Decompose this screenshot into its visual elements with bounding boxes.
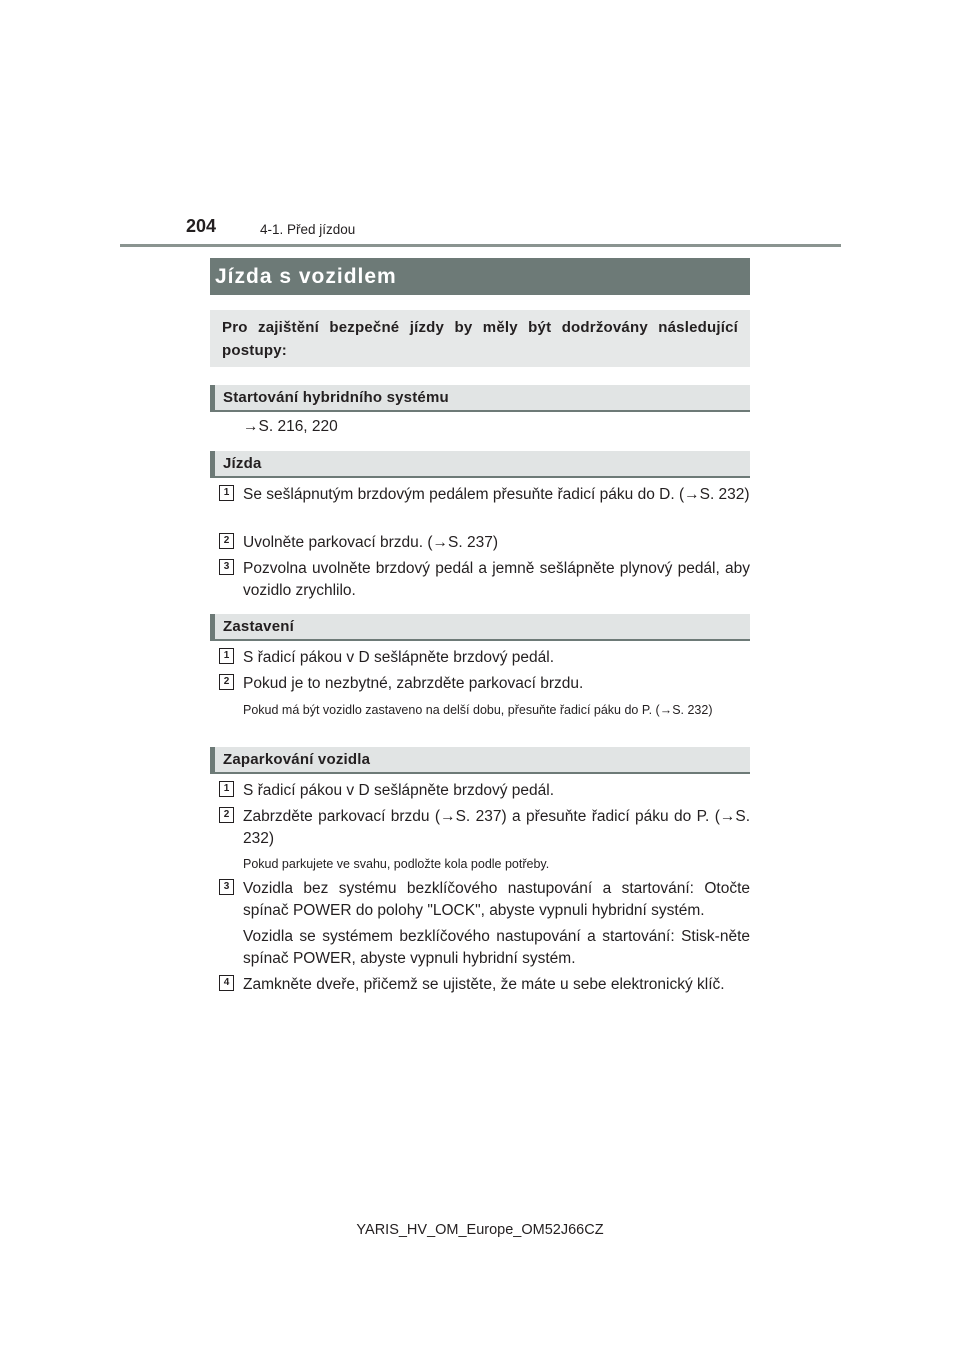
stopping-step-1: S řadicí pákou v D sešlápněte brzdový pedál. [243,649,555,666]
driving-step-2: Uvolněte parkovací brzdu. (→S. 237) [243,534,499,551]
step-number-badge: 3 [219,559,234,575]
parking-step-3: Vozidla bez systému bezklíčového nastupování a startování: Otočte spínač POWER do polohy "LOCK", abyste vypnuli hybridní systém. [243,880,750,919]
step-number-badge: 2 [219,533,234,549]
step-number-badge: 1 [219,648,234,664]
starting-reference: →S. 216, 220 [243,418,338,435]
intro-text: Pro zajištění bezpečné jízdy by měly být dodržovány následující postupy: [210,310,750,367]
parking-step-4: Zamkněte dveře, přičemž se ujistěte, že máte u sebe elektronický klíč. [243,976,725,993]
parking-step-2: Zabrzděte parkovací brzdu (→S. 237) a přesuňte řadicí páku do P. (→S. 232) [243,808,750,847]
driving-step-1: Se sešlápnutým brzdovým pedálem přesuňte řadicí páku do D. (→S. 232) [243,486,750,503]
page-number: 204 [186,216,217,236]
parking-note: Pokud parkujete ve svahu, podložte kola podle potřeby. [243,857,550,871]
header-rule [120,244,841,247]
step-number-badge: 2 [219,807,234,823]
step-number-badge: 1 [219,485,234,501]
page-title: Jízda s vozidlem [210,258,750,295]
stopping-step-2: Pokud je to nezbytné, zabrzděte parkovací brzdu. [243,675,584,692]
heading-starting: Startování hybridního systému [210,385,750,412]
step-number-badge: 1 [219,781,234,797]
parking-step-1: S řadicí pákou v D sešlápněte brzdový pedál. [243,782,555,799]
step-number-badge: 2 [219,674,234,690]
step-number-badge: 4 [219,975,234,991]
step-number-badge: 3 [219,879,234,895]
stopping-note: Pokud má být vozidlo zastaveno na delší dobu, přesuňte řadicí páku do P. (→S. 232) [243,703,713,717]
heading-parking: Zaparkování vozidla [210,747,750,774]
driving-step-3: Pozvolna uvolněte brzdový pedál a jemně sešlápněte plynový pedál, aby vozidlo zrychlilo. [243,560,750,599]
parking-step-3-extra: Vozidla se systémem bezklíčového nastupování a startování: Stisk-něte spínač POWER, abyste vypnuli hybridní systém. [243,928,750,967]
footer-doc-id: YARIS_HV_OM_Europe_OM52J66CZ [356,1222,604,1238]
heading-driving: Jízda [210,451,750,478]
section-label: 4-1. Před jízdou [260,222,356,237]
heading-stopping: Zastavení [210,614,750,641]
